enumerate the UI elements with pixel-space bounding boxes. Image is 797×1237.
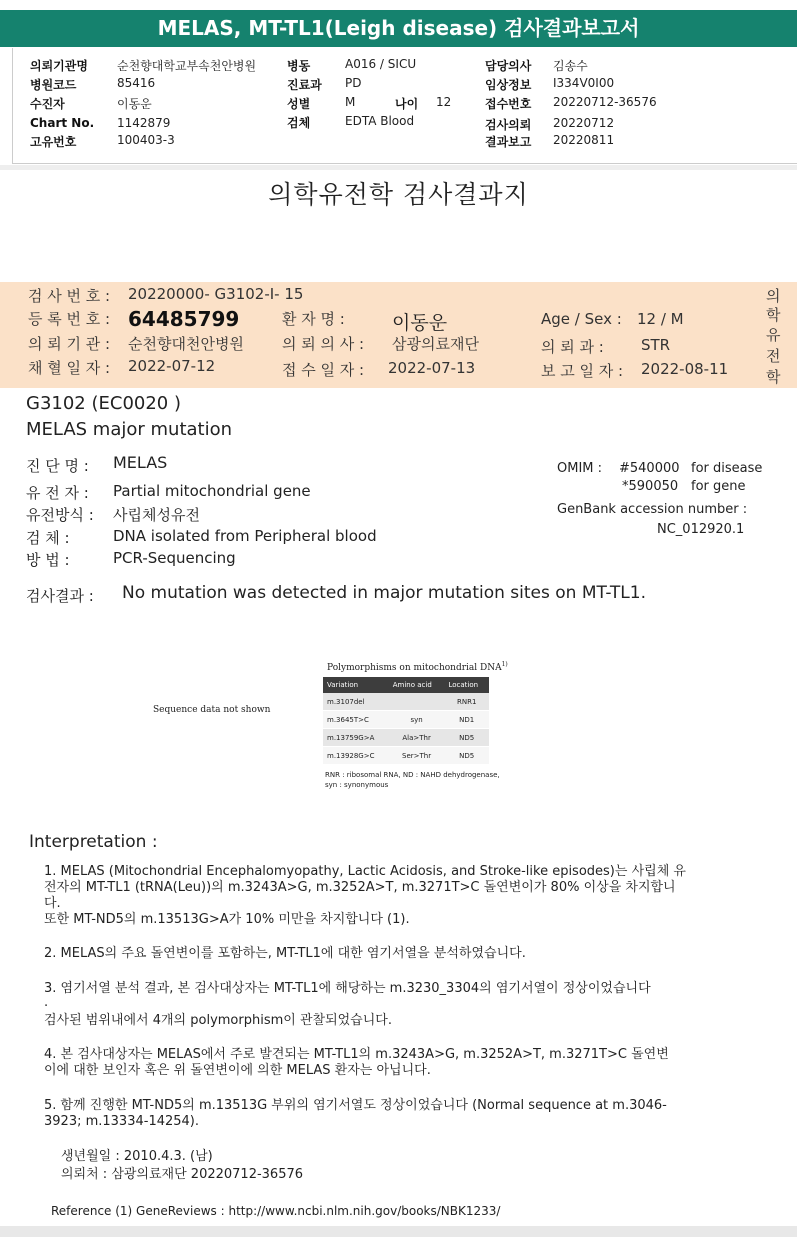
gene-label: 유 전 자 : [26, 484, 89, 502]
test-number-label: 검 사 번 호 : [28, 287, 111, 305]
specimen-label: 검 체 : [26, 529, 70, 547]
header-label: Chart No. [30, 116, 95, 130]
patient-name: 이동운 [392, 312, 448, 334]
header-label: 고유번호 [30, 135, 77, 149]
amino-acid-cell: syn [389, 711, 445, 729]
report-banner-title: MELAS, MT-TL1(Leigh disease) 검사결과보고서 [157, 16, 640, 40]
report-date: 2022-08-11 [641, 360, 729, 378]
header-value: 순천향대학교부속천안병원 [117, 59, 257, 73]
omim-gene: *590050 [622, 479, 679, 494]
sequence-note: Sequence data not shown [153, 705, 271, 715]
interpretation-line: 전자의 MT-TL1 (tRNA(Leu))의 m.3243A>G, m.3252A>T, m.3271T>C 돌연변이가 80% 이상을 차지합니 [44, 880, 676, 895]
location-cell: ND1 [444, 711, 489, 729]
header-value: 20220712 [553, 116, 615, 130]
table-footnote: RNR : ribosomal RNA, ND : NAHD dehydrogenase, [325, 771, 500, 779]
header-label: 나이 [395, 97, 419, 111]
header-label: 결과보고 [485, 135, 532, 149]
omim-disease-note: for disease [691, 461, 763, 476]
department-label: 의 뢰 과 : [541, 338, 604, 356]
polymorphism-title-footnote: 1) [501, 661, 508, 668]
side-vertical-char: 의 [766, 287, 781, 305]
header-label: 병동 [287, 59, 311, 73]
header-value: 이동운 [117, 97, 152, 111]
interpretation-line: . [44, 995, 49, 1010]
column-header: Variation [323, 677, 389, 693]
interpretation-line: 이에 대한 보인자 혹은 위 돌연변이에 의한 MELAS 환자는 아닙니다. [44, 1063, 431, 1078]
polymorphism-title-text: Polymorphisms on mitochondrial DNA [327, 663, 502, 673]
omim-label: OMIM : [557, 461, 603, 476]
interpretation-line: 또한 MT-ND5의 m.13513G>A가 10% 미만을 차지합니다 (1). [44, 912, 410, 927]
header-value: 1142879 [117, 116, 171, 130]
header-label: 진료과 [287, 78, 322, 92]
test-name: MELAS major mutation [26, 419, 233, 440]
inheritance: 사립체성유전 [113, 506, 200, 524]
interpretation-line: 3923; m.13334-14254). [44, 1114, 199, 1129]
amino-acid-cell: Ala>Thr [389, 729, 445, 747]
patient-name-label: 환 자 명 : [282, 310, 345, 328]
test-code: G3102 (EC0020 ) [26, 393, 181, 414]
page-bottom-strip [0, 1226, 797, 1237]
department: STR [641, 336, 671, 354]
interpretation-line: 2. MELAS의 주요 돌연변이를 포함하는, MT-TL1에 대한 염기서열을 분석하였습니다. [44, 946, 526, 961]
receipt-date: 2022-07-13 [388, 359, 476, 377]
side-vertical-char: 학 [766, 368, 781, 386]
column-header: Location [444, 677, 489, 693]
inheritance-label: 유전방식 : [26, 506, 94, 524]
specimen: DNA isolated from Peripheral blood [113, 527, 377, 545]
table-row [323, 747, 489, 765]
table-footnote: syn : synonymous [325, 781, 389, 789]
header-value: A016 / SICU [345, 57, 417, 71]
table-row [323, 729, 489, 747]
header-value: 12 [436, 95, 452, 109]
interpretation-line: 1. MELAS (Mitochondrial Encephalomyopathy, Lactic Acidosis, and Stroke-like episodes)는 사립체 유 [44, 864, 686, 879]
interpretation-heading: Interpretation : [29, 832, 158, 852]
header-label: 성별 [287, 97, 311, 111]
diagnosis-label: 진 단 명 : [26, 457, 89, 475]
method-label: 방 법 : [26, 551, 70, 569]
header-label: 의뢰기관명 [30, 59, 88, 73]
variation-cell: m.3645T>C [323, 711, 389, 729]
amino-acid-cell: Ser>Thr [389, 747, 445, 765]
document-title: 의학유전학 검사결과지 [268, 180, 529, 209]
method: PCR-Sequencing [113, 549, 236, 567]
omim-disease: #540000 [619, 461, 680, 476]
draw-date-label: 채 혈 일 자 : [28, 359, 111, 377]
header-value: EDTA Blood [345, 114, 415, 128]
gene: Partial mitochondrial gene [113, 482, 311, 500]
birth-date: 생년월일 : 2010.4.3. (남) [61, 1149, 213, 1164]
table-row [323, 693, 489, 711]
header-value: 85416 [117, 76, 156, 90]
side-vertical-char: 전 [766, 347, 781, 365]
registration-number-label: 등 록 번 호 : [28, 310, 111, 328]
page-divider [0, 165, 797, 170]
draw-date: 2022-07-12 [128, 357, 216, 375]
header-value: I334V0I00 [553, 76, 615, 90]
header-label: 수진자 [30, 97, 65, 111]
header-label: 접수번호 [485, 97, 532, 111]
table-row [323, 711, 489, 729]
receipt-date-label: 접 수 일 자 : [282, 361, 365, 379]
institution: 순천향대천안병원 [128, 335, 244, 353]
result-label: 검사결과 : [26, 587, 94, 605]
table-header-row [323, 677, 489, 693]
interpretation-line: 3. 염기서열 분석 결과, 본 검사대상자는 MT-TL1에 해당하는 m.3230_3304의 염기서열이 정상이었습니다 [44, 981, 651, 996]
header-label: 임상정보 [485, 78, 532, 92]
result-text: No mutation was detected in major mutation sites on MT-TL1. [122, 583, 646, 603]
requester: 의뢰처 : 삼광의료재단 20220712-36576 [61, 1167, 304, 1182]
age-sex-label: Age / Sex : [541, 310, 622, 328]
header-value: 20220712-36576 [553, 95, 657, 109]
institution-label: 의 뢰 기 관 : [28, 335, 111, 353]
header-value: M [345, 95, 356, 109]
diagnosis: MELAS [113, 453, 168, 472]
header-value: PD [345, 76, 362, 90]
side-vertical-char: 학 [766, 306, 781, 324]
location-cell: ND5 [444, 747, 489, 765]
polymorphism-table [323, 677, 489, 765]
age-sex: 12 / M [637, 310, 684, 328]
doctor: 삼광의료재단 [392, 335, 479, 353]
interpretation-line: 4. 본 검사대상자는 MELAS에서 주로 발견되는 MT-TL1의 m.3243A>G, m.3252A>T, m.3271T>C 돌연변 [44, 1047, 669, 1062]
polymorphism-title [327, 661, 508, 673]
report-date-label: 보 고 일 자 : [541, 362, 624, 380]
location-cell: ND5 [444, 729, 489, 747]
header-label: 병원코드 [30, 78, 77, 92]
genbank-label: GenBank accession number : [557, 502, 748, 517]
header-value: 김송수 [553, 59, 588, 73]
variation-cell: m.3107del [323, 693, 389, 711]
variation-cell: m.13759G>A [323, 729, 389, 747]
registration-number: 64485799 [128, 307, 240, 331]
reference-link[interactable]: Reference (1) GeneReviews : http://www.ncbi.nlm.nih.gov/books/NBK1233/ [51, 1204, 501, 1218]
column-header: Amino acid [389, 677, 445, 693]
genbank-number: NC_012920.1 [657, 522, 745, 537]
location-cell: RNR1 [444, 693, 489, 711]
variation-cell: m.13928G>C [323, 747, 389, 765]
amino-acid-cell [389, 693, 445, 711]
interpretation-line: 검사된 범위내에서 4개의 polymorphism이 관찰되었습니다. [44, 1013, 392, 1028]
header-label: 검사의뢰 [485, 118, 532, 132]
header-label: 검체 [287, 116, 311, 130]
test-number: 20220000- G3102-I- 15 [128, 285, 304, 303]
doctor-label: 의 뢰 의 사 : [282, 335, 365, 353]
header-value: 100403-3 [117, 133, 175, 147]
omim-gene-note: for gene [691, 479, 746, 494]
header-value: 20220811 [553, 133, 615, 147]
interpretation-line: 다. [44, 896, 61, 911]
side-vertical-char: 유 [766, 326, 781, 344]
header-label: 담당의사 [485, 59, 532, 73]
interpretation-line: 5. 함께 진행한 MT-ND5의 m.13513G 부위의 염기서열도 정상이었습니다 (Normal sequence at m.3046- [44, 1098, 667, 1113]
